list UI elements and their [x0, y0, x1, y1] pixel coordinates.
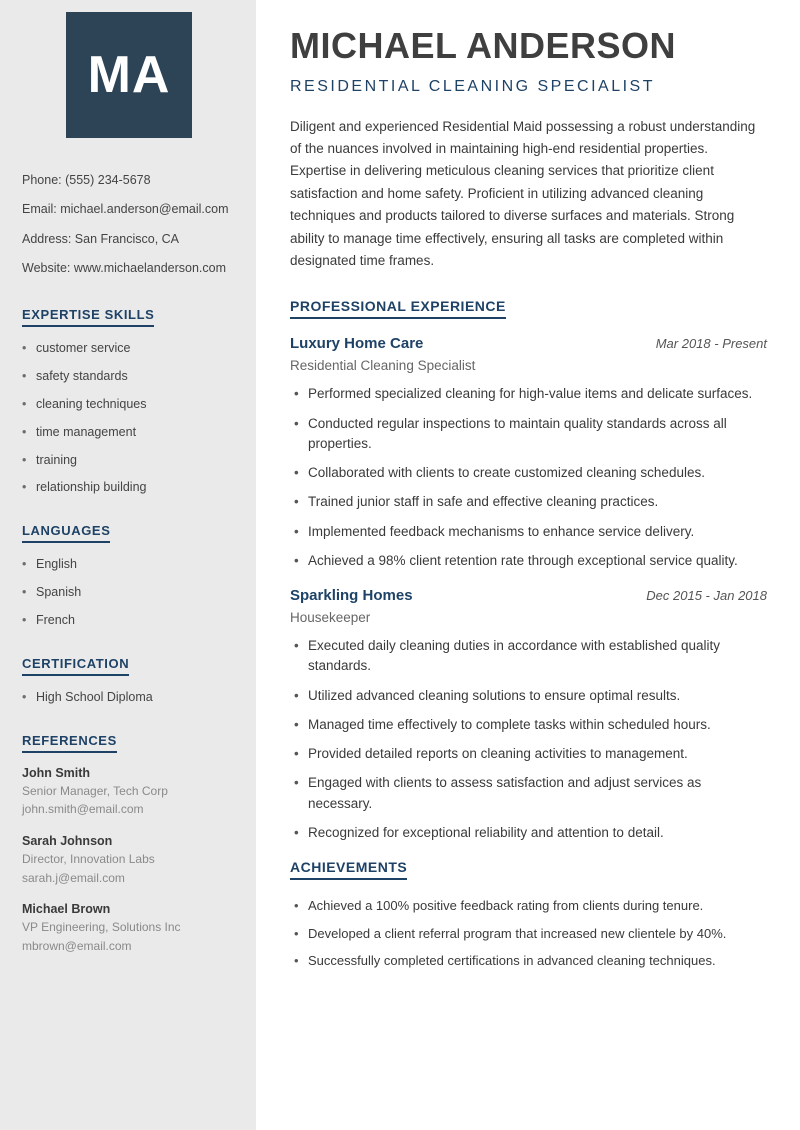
references-section — [22, 732, 236, 955]
contact-address: Address: San Francisco, CA — [22, 231, 180, 246]
job-header — [290, 587, 767, 604]
achievements-list — [290, 896, 767, 971]
skills-section — [22, 306, 236, 496]
contact-info — [22, 172, 236, 276]
job-bullet: • Performed specialized cleaning for high-value items and delicate surfaces. — [290, 384, 767, 404]
job-header — [290, 335, 767, 352]
job-bullet: • Executed daily cleaning duties in accordance with established quality standards. — [290, 636, 767, 677]
job-entry — [290, 587, 767, 843]
job-dates: Dec 2015 - Jan 2018 — [646, 588, 767, 604]
certification-heading: CERTIFICATION — [22, 656, 129, 676]
job-title: Housekeeper — [290, 610, 371, 626]
reference-title: Director, Innovation Labs — [22, 851, 155, 866]
job-entry — [290, 335, 767, 571]
achievement-bullet: • Successfully completed certifications in advanced cleaning techniques. — [290, 951, 767, 971]
candidate-role: RESIDENTIAL CLEANING SPECIALIST — [290, 77, 655, 95]
languages-section — [22, 522, 236, 629]
achievement-bullet: • Achieved a 100% positive feedback rating from clients during tenure. — [290, 896, 767, 916]
skill-item: • training — [22, 452, 236, 469]
contact-email: Email: michael.anderson@email.com — [22, 202, 229, 217]
job-title: Residential Cleaning Specialist — [290, 358, 476, 374]
reference-title: VP Engineering, Solutions Inc — [22, 920, 181, 935]
reference-title: Senior Manager, Tech Corp — [22, 783, 168, 798]
job-bullet: • Trained junior staff in safe and effective cleaning practices. — [290, 492, 767, 512]
languages-heading: LANGUAGES — [22, 523, 110, 543]
references-heading: REFERENCES — [22, 733, 117, 753]
experience-heading: PROFESSIONAL EXPERIENCE — [290, 298, 506, 319]
monogram-badge: MA — [66, 12, 192, 138]
language-item: • French — [22, 612, 236, 629]
sidebar — [0, 0, 256, 1130]
main-content — [256, 0, 800, 1130]
candidate-name: MICHAEL ANDERSON — [290, 25, 677, 66]
contact-phone: Phone: (555) 234-5678 — [22, 173, 151, 187]
job-bullet: • Achieved a 98% client retention rate through exceptional service quality. — [290, 551, 767, 571]
job-bullet: • Engaged with clients to assess satisfaction and adjust services as necessary. — [290, 773, 767, 814]
certification-section — [22, 655, 236, 706]
job-bullet: • Collaborated with clients to create customized cleaning schedules. — [290, 463, 767, 483]
job-bullet-list — [290, 636, 767, 843]
reference-name: Sarah Johnson — [22, 833, 113, 848]
contact-website: Website: www.michaelanderson.com — [22, 260, 227, 275]
experience-section — [290, 298, 767, 843]
certification-list — [22, 689, 236, 706]
job-bullet: • Utilized advanced cleaning solutions to ensure optimal results. — [290, 686, 767, 706]
reference-name: Michael Brown — [22, 902, 111, 917]
job-dates: Mar 2018 - Present — [655, 336, 767, 352]
skill-item: • time management — [22, 424, 236, 441]
reference-name: John Smith — [22, 765, 91, 780]
language-item: • English — [22, 556, 236, 573]
skill-item: • customer service — [22, 340, 236, 357]
reference-email: john.smith@email.com — [22, 802, 144, 817]
job-bullet: • Implemented feedback mechanisms to enhance service delivery. — [290, 522, 767, 542]
reference-email: sarah.j@email.com — [22, 870, 125, 885]
job-bullet: • Conducted regular inspections to maintain quality standards across all properties. — [290, 414, 767, 455]
achievements-section — [290, 859, 767, 971]
achievement-bullet: • Developed a client referral program that increased new clientele by 40%. — [290, 924, 767, 944]
achievements-heading: ACHIEVEMENTS — [290, 859, 407, 880]
job-company: Luxury Home Care — [290, 335, 424, 353]
language-item: • Spanish — [22, 584, 236, 601]
reference-person — [22, 902, 236, 954]
reference-person — [22, 766, 236, 818]
job-bullet: • Recognized for exceptional reliability and attention to detail. — [290, 823, 767, 843]
skills-heading: EXPERTISE SKILLS — [22, 307, 154, 327]
job-company: Sparkling Homes — [290, 587, 413, 605]
skill-item: • relationship building — [22, 479, 236, 496]
languages-list — [22, 556, 236, 629]
summary-paragraph: Diligent and experienced Residential Maid possessing a robust understanding of the nuances involved in maintaining high-end residential properties. Expertise in delivering meticulous cleaning services that prioritize client satisfaction and home safety. Proficient in utilizing advanced cleaning techniques and products tailored to diverse surfaces and materials. Strong ability to manage time effectively, ensuring all tasks are completed within designated time frames. — [290, 118, 756, 269]
reference-person — [22, 834, 236, 886]
skill-item: • safety standards — [22, 368, 236, 385]
job-bullet: • Managed time effectively to complete tasks within scheduled hours. — [290, 715, 767, 735]
certification-item: • High School Diploma — [22, 689, 236, 706]
skills-list — [22, 340, 236, 496]
skill-item: • cleaning techniques — [22, 396, 236, 413]
job-bullet-list — [290, 384, 767, 571]
reference-email: mbrown@email.com — [22, 938, 132, 953]
job-bullet: • Provided detailed reports on cleaning activities to management. — [290, 744, 767, 764]
